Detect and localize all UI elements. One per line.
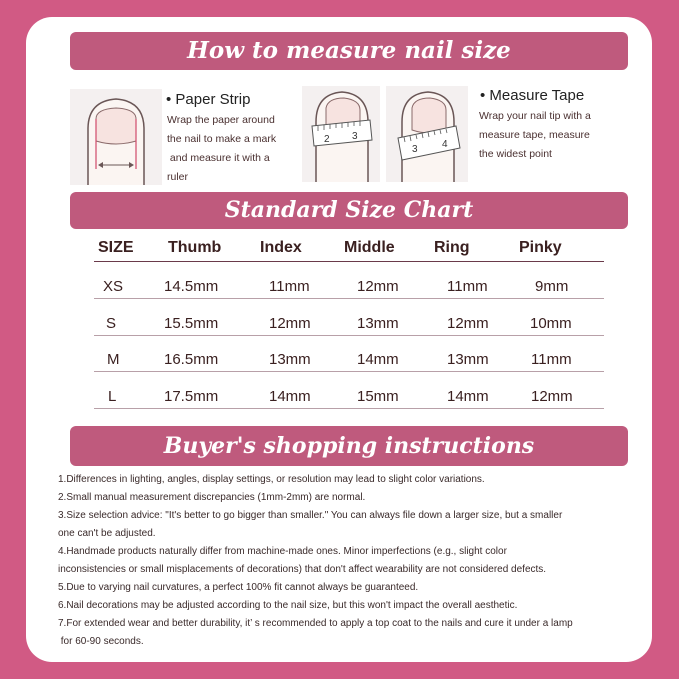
tape-line-1: Wrap your nail tip with a [479, 110, 591, 122]
tape-line-2: measure tape, measure [479, 129, 590, 141]
pinky-cell: 12mm [531, 388, 573, 405]
tape-finger-illustration-1 [302, 86, 380, 182]
measure-title-banner [70, 32, 628, 70]
table-row [94, 351, 604, 387]
divider [94, 371, 604, 372]
instruction-line: for 60-90 seconds. [58, 636, 144, 647]
size-cell: XS [103, 278, 124, 295]
header-index: Index [260, 239, 302, 256]
middle-cell: 15mm [357, 388, 399, 405]
instruction-line: 6.Nail decorations may be adjusted according to the nail size, but this won't impact the overall aesthetic. [58, 600, 518, 611]
header-size: SIZE [98, 239, 134, 256]
size-chart-title-banner [70, 192, 628, 229]
header-middle: Middle [344, 239, 395, 256]
index-cell: 11mm [269, 278, 310, 295]
pinky-cell: 9mm [535, 278, 569, 295]
divider [94, 261, 604, 262]
paper-line-2: the nail to make a mark [167, 133, 277, 145]
ring-cell: 13mm [447, 351, 489, 368]
measure-tape-title: • Measure Tape [480, 87, 585, 104]
tape-mark-3: 3 [352, 131, 358, 142]
middle-cell: 13mm [357, 315, 399, 332]
paper-line-3: and measure it with a [167, 152, 270, 164]
table-row [94, 315, 604, 351]
size-cell: L [108, 388, 117, 405]
instruction-line: 5.Due to varying nail curvatures, a perfect 100% fit cannot always be guaranteed. [58, 582, 419, 593]
tape-mark-3b: 3 [412, 144, 418, 155]
header-ring: Ring [434, 239, 470, 256]
index-cell: 12mm [269, 315, 311, 332]
paper-line-4: ruler [167, 171, 189, 183]
header-thumb: Thumb [168, 239, 222, 256]
divider [94, 298, 604, 299]
bullet-icon: • [166, 91, 176, 108]
thumb-cell: 17.5mm [164, 388, 219, 405]
measure-title: How to measure nail size [187, 37, 511, 64]
middle-cell: 14mm [357, 351, 399, 368]
table-header-row [94, 239, 604, 275]
tape-mark-2: 2 [324, 134, 330, 145]
paper-line-1: Wrap the paper around [167, 114, 275, 126]
table-row [94, 388, 604, 424]
divider [94, 408, 604, 409]
ring-cell: 11mm [447, 278, 488, 295]
instruction-line: 7.For extended wear and better durability, it’ s recommended to apply a top coat to the nails and cure it under a lamp [58, 618, 573, 629]
instruction-line: 4.Handmade products naturally differ from machine-made ones. Minor imperfections (e.g., slight color [58, 546, 507, 557]
measure-tape-description [479, 107, 591, 164]
tape-finger-illustration-2 [386, 86, 468, 182]
table-row [94, 278, 604, 314]
size-cell: S [106, 315, 117, 332]
instruction-line: one can't be adjusted. [58, 528, 156, 539]
paper-strip-finger-illustration [70, 89, 162, 185]
size-cell: M [107, 351, 120, 368]
middle-cell: 12mm [357, 278, 399, 295]
header-pinky: Pinky [519, 239, 562, 256]
thumb-cell: 15.5mm [164, 315, 219, 332]
tape-line-3: the widest point [479, 148, 552, 160]
instruction-line: 2.Small manual measurement discrepancies (1mm-2mm) are normal. [58, 492, 366, 503]
instruction-line: 1.Differences in lighting, angles, display settings, or resolution may lead to slight color variations. [58, 474, 485, 485]
paper-strip-title: • Paper Strip [166, 91, 251, 108]
pinky-cell: 11mm [531, 351, 572, 368]
buyer-instructions-title: Buyer's shopping instructions [163, 433, 535, 459]
size-chart-title: Standard Size Chart [224, 197, 474, 223]
divider [94, 335, 604, 336]
tape-mark-4: 4 [442, 139, 448, 150]
index-cell: 13mm [269, 351, 311, 368]
ring-cell: 14mm [447, 388, 489, 405]
instruction-line: 3.Size selection advice: "It's better to go bigger than smaller." You can always file down a larger size, but a smaller [58, 510, 563, 521]
paper-strip-description [167, 111, 276, 187]
bullet-icon: • [480, 87, 490, 104]
thumb-cell: 14.5mm [164, 278, 219, 295]
content-card [26, 17, 652, 662]
pinky-cell: 10mm [530, 315, 572, 332]
instruction-line: inconsistencies or small misplacements of decorations) that don't affect wearability are not considered defects. [58, 564, 547, 575]
ring-cell: 12mm [447, 315, 489, 332]
thumb-cell: 16.5mm [164, 351, 219, 368]
index-cell: 14mm [269, 388, 311, 405]
buyer-instructions-title-banner [70, 426, 628, 466]
